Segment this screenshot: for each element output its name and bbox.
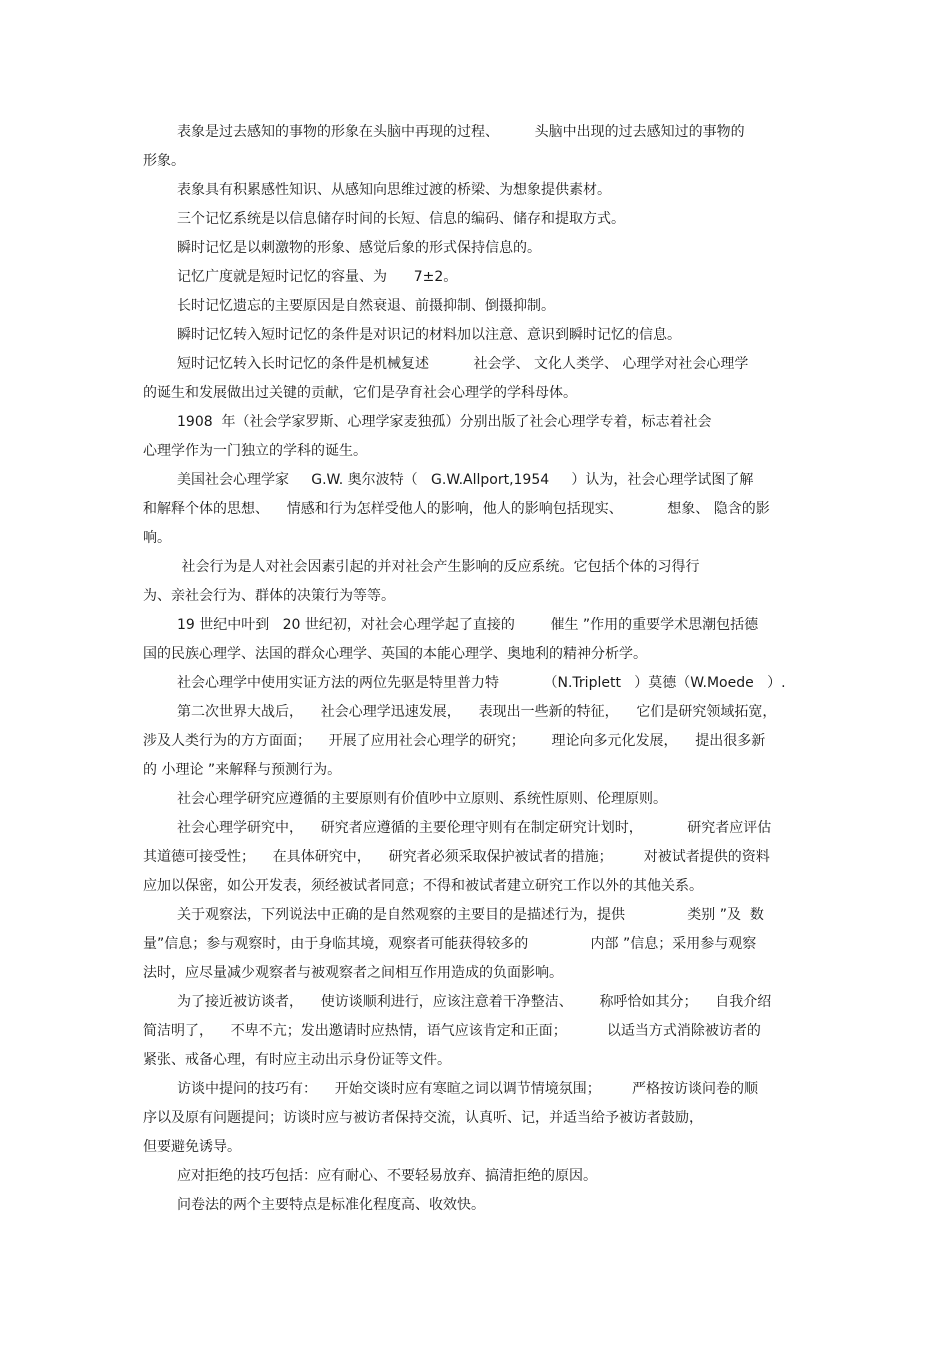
paragraph xyxy=(143,1191,807,1220)
paragraph xyxy=(143,408,807,466)
text-line: 记忆广度就是短时记忆的容量、为 7±2。 xyxy=(177,269,458,285)
text-line: 短时记忆转入长时记忆的条件是机械复述 社会学、 文化人类学、 心理学对社会心理学 xyxy=(177,356,749,372)
text-line: 涉及人类行为的方方面面； 开展了应用社会心理学的研究； 理论向多元化发展， 提出很多新 xyxy=(143,733,766,749)
text-line: 但要避免诱导。 xyxy=(143,1139,241,1155)
text-line: 其道德可接受性； 在具体研究中， 研究者必须采取保护被试者的措施； 对被试者提供的资料 xyxy=(143,849,770,865)
paragraph xyxy=(143,669,807,698)
text-line: 瞬时记忆转入短时记忆的条件是对识记的材料加以注意、意识到瞬时记忆的信息。 xyxy=(177,327,681,343)
text-line: 和解释个体的思想、 情感和行为怎样受他人的影响，他人的影响包括现实、 想象、 隐含的影 xyxy=(143,501,770,517)
text-line: 心理学作为一门独立的学科的诞生。 xyxy=(143,443,367,459)
text-line: 表象是过去感知的事物的形象在头脑中再现的过程、 头脑中出现的过去感知过的事物的 xyxy=(177,124,745,140)
text-line: 形象。 xyxy=(143,153,185,169)
text-line: 的诞生和发展做出过关键的贡献，它们是孕育社会心理学的学科母体。 xyxy=(143,385,577,401)
text-line: 法时，应尽量减少观察者与被观察者之间相互作用造成的负面影响。 xyxy=(143,965,563,981)
text-line: 关于观察法，下列说法中正确的是自然观察的主要目的是描述行为，提供 类别 ”及 数 xyxy=(177,907,764,923)
text-line: 访谈中提问的技巧有： 开始交谈时应有寒暄之词以调节情境氛围； 严格按访谈问卷的顺 xyxy=(177,1081,758,1097)
paragraph xyxy=(143,814,807,901)
text-line: 序以及原有问题提问；访谈时应与被访者保持交流，认真听、记，并适当给予被访者鼓励， xyxy=(143,1110,703,1126)
text-line: 社会心理学中使用实证方法的两位先驱是特里普力特 （N.Triplett ）莫德（W.Moede ）. xyxy=(177,675,786,691)
text-line: 1908 年（社会学家罗斯、心理学家麦独孤）分别出版了社会心理学专着，标志着社会 xyxy=(177,414,712,430)
paragraph xyxy=(143,988,807,1075)
text-line: 为、亲社会行为、群体的决策行为等等。 xyxy=(143,588,395,604)
paragraph xyxy=(143,901,807,988)
text-line: 问卷法的两个主要特点是标准化程度高、收效快。 xyxy=(177,1197,485,1213)
paragraph xyxy=(143,263,807,292)
text-line: 应对拒绝的技巧包括：应有耐心、不要轻易放弃、搞清拒绝的原因。 xyxy=(177,1168,597,1184)
paragraph xyxy=(143,292,807,321)
text-line: 社会心理学研究中， 研究者应遵循的主要伦理守则有在制定研究计划时， 研究者应评估 xyxy=(177,820,772,836)
text-line: 社会行为是人对社会因素引起的并对社会产生影响的反应系统。它包括个体的习得行 xyxy=(177,559,700,575)
paragraph xyxy=(143,118,807,176)
document-body xyxy=(143,118,807,1220)
paragraph xyxy=(143,1075,807,1162)
paragraph xyxy=(143,785,807,814)
paragraph xyxy=(143,350,807,408)
text-line: 瞬时记忆是以刺激物的形象、感觉后象的形式保持信息的。 xyxy=(177,240,541,256)
paragraph xyxy=(143,611,807,669)
text-line: 应加以保密，如公开发表，须经被试者同意；不得和被试者建立研究工作以外的其他关系。 xyxy=(143,878,703,894)
text-line: 的 小理论 ”来解释与预测行为。 xyxy=(143,762,342,778)
text-line: 国的民族心理学、法国的群众心理学、英国的本能心理学、奥地利的精神分析学。 xyxy=(143,646,647,662)
paragraph xyxy=(143,205,807,234)
text-line: 响。 xyxy=(143,530,171,546)
text-line: 三个记忆系统是以信息储存时间的长短、信息的编码、储存和提取方式。 xyxy=(177,211,625,227)
text-line: 简洁明了， 不卑不亢；发出邀请时应热情，语气应该肯定和正面； 以适当方式消除被访者的 xyxy=(143,1023,761,1039)
text-line: 紧张、戒备心理，有时应主动出示身份证等文件。 xyxy=(143,1052,451,1068)
text-line: 美国社会心理学家 G.W. 奥尔波特（ G.W.Allport,1954 ）认为，社会心理学试图了解 xyxy=(177,472,754,488)
paragraph xyxy=(143,234,807,263)
text-line: 表象具有积累感性知识、从感知向思维过渡的桥梁、为想象提供素材。 xyxy=(177,182,611,198)
paragraph xyxy=(143,553,807,611)
text-line: 第二次世界大战后， 社会心理学迅速发展， 表现出一些新的特征， 它们是研究领域拓宽， xyxy=(177,704,777,720)
text-line: 量”信息；参与观察时，由于身临其境，观察者可能获得较多的 内部 ”信息；采用参与观察 xyxy=(143,936,757,952)
paragraph xyxy=(143,466,807,553)
text-line: 为了接近被访谈者， 使访谈顺利进行，应该注意着干净整洁、 称呼恰如其分； 自我介绍 xyxy=(177,994,772,1010)
text-line: 19 世纪中叶到 20 世纪初，对社会心理学起了直接的 催生 ”作用的重要学术思潮包括德 xyxy=(177,617,759,633)
text-line: 长时记忆遗忘的主要原因是自然衰退、前摄抑制、倒摄抑制。 xyxy=(177,298,555,314)
paragraph xyxy=(143,1162,807,1191)
text-line: 社会心理学研究应遵循的主要原则有价值吵中立原则、系统性原则、伦理原则。 xyxy=(177,791,667,807)
paragraph xyxy=(143,321,807,350)
paragraph xyxy=(143,176,807,205)
paragraph xyxy=(143,698,807,785)
